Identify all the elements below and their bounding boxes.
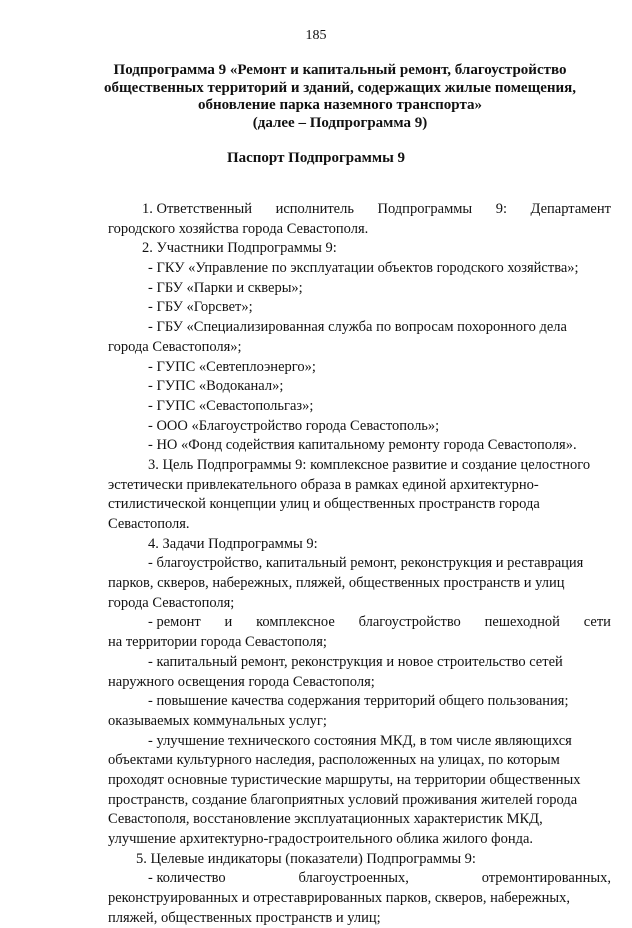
- word: отремонтированных,: [481, 870, 611, 887]
- participant-item: города Севастополя»;: [108, 338, 242, 355]
- task-item: - улучшение технического состояния МКД, в том числе являющихся: [148, 732, 572, 749]
- participant-item: - ООО «Благоустройство города Севастополь»;: [148, 417, 440, 434]
- task-item: пространств, создание благоприятных условий проживания жителей города: [108, 791, 578, 808]
- title-line: обновление парка наземного транспорта»: [198, 97, 482, 113]
- task-item: [108, 613, 611, 633]
- section-5-heading: 5. Целевые индикаторы (показатели) Подпрограммы 9:: [136, 850, 476, 867]
- indicator-item: пляжей, общественных пространств и улиц;: [108, 909, 381, 926]
- word: - ремонт: [148, 614, 201, 631]
- participant-item: - ГБУ «Специализированная служба по вопросам похоронного дела: [148, 319, 567, 336]
- indicator-item: реконструированных и отреставрированных парков, скверов, набережных,: [108, 890, 570, 907]
- task-item: - повышение качества содержания территорий общего пользования;: [148, 693, 569, 710]
- word: - количество: [148, 870, 226, 887]
- word: 1. Ответственный: [142, 201, 253, 217]
- participant-item: - ГУПС «Водоканал»;: [148, 378, 284, 395]
- title-line: Подпрограмма 9 «Ремонт и капитальный ремонт, благоустройство: [113, 62, 567, 78]
- word: благоустроенных,: [298, 870, 409, 887]
- task-item: объектами культурного наследия, расположенных на улицах, по которым: [108, 752, 560, 769]
- participant-item: - ГУПС «Севтеплоэнерго»;: [148, 358, 316, 375]
- participant-item: - ГКУ «Управление по эксплуатации объектов городского хозяйства»;: [148, 260, 579, 277]
- indicator-item: [108, 869, 611, 889]
- word: исполнитель: [275, 201, 354, 217]
- passport-heading: Паспорт Подпрограммы 9: [226, 150, 406, 166]
- task-item: - капитальный ремонт, реконструкция и новое строительство сетей: [148, 653, 563, 670]
- word: Департамент: [530, 201, 611, 217]
- task-item: проходят основные туристические маршруты, на территории общественных: [108, 771, 581, 788]
- task-item: на территории города Севастополя;: [108, 634, 327, 651]
- word: пешеходной: [484, 614, 560, 631]
- word: Подпрограммы: [377, 201, 473, 217]
- task-item: города Севастополя;: [108, 594, 235, 611]
- title-line: (далее – Подпрограмма 9): [252, 114, 428, 131]
- word: 9:: [495, 201, 507, 217]
- section-3-line: эстетически привлекательного образа в рамках единой архитектурно-: [108, 476, 539, 493]
- section-1-line: городского хозяйства города Севастополя.: [108, 220, 369, 237]
- document-body: [108, 200, 611, 928]
- participant-item: - ГБУ «Парки и скверы»;: [148, 279, 303, 296]
- task-item: Севастополя, восстановление эксплуатационных характеристик МКД,: [108, 811, 543, 828]
- task-item: парков, скверов, набережных, пляжей, общественных пространств и улиц: [108, 575, 565, 592]
- section-2-heading: 2. Участники Подпрограммы 9:: [142, 240, 337, 257]
- word: и: [224, 614, 233, 631]
- participant-item: - НО «Фонд содействия капитальному ремонту города Севастополя».: [148, 437, 577, 454]
- word: комплексное: [256, 614, 335, 631]
- section-3-line: Севастополя.: [108, 516, 190, 532]
- participant-item: - ГБУ «Горсвет»;: [148, 299, 253, 316]
- word: сети: [583, 614, 611, 631]
- task-item: оказываемых коммунальных услуг;: [108, 712, 327, 729]
- subprogram-title: [60, 62, 620, 132]
- task-item: наружного освещения города Севастополя;: [108, 673, 375, 690]
- page-number: 185: [305, 28, 327, 43]
- task-item: - благоустройство, капитальный ремонт, реконструкция и реставрация: [148, 555, 584, 572]
- word: благоустройство: [358, 614, 461, 631]
- title-line: общественных территорий и зданий, содержащих жилые помещения,: [103, 79, 577, 96]
- section-3-line: 3. Цель Подпрограммы 9: комплексное развитие и создание целостного: [148, 456, 591, 473]
- section-4-heading: 4. Задачи Подпрограммы 9:: [148, 535, 318, 552]
- participant-item: - ГУПС «Севастопольгаз»;: [148, 397, 314, 414]
- section-3-line: стилистической концепции улиц и общественных пространств города: [108, 496, 540, 513]
- section-1-line: [108, 200, 611, 220]
- task-item: улучшение архитектурно-градостроительного облика жилого фонда.: [108, 831, 534, 847]
